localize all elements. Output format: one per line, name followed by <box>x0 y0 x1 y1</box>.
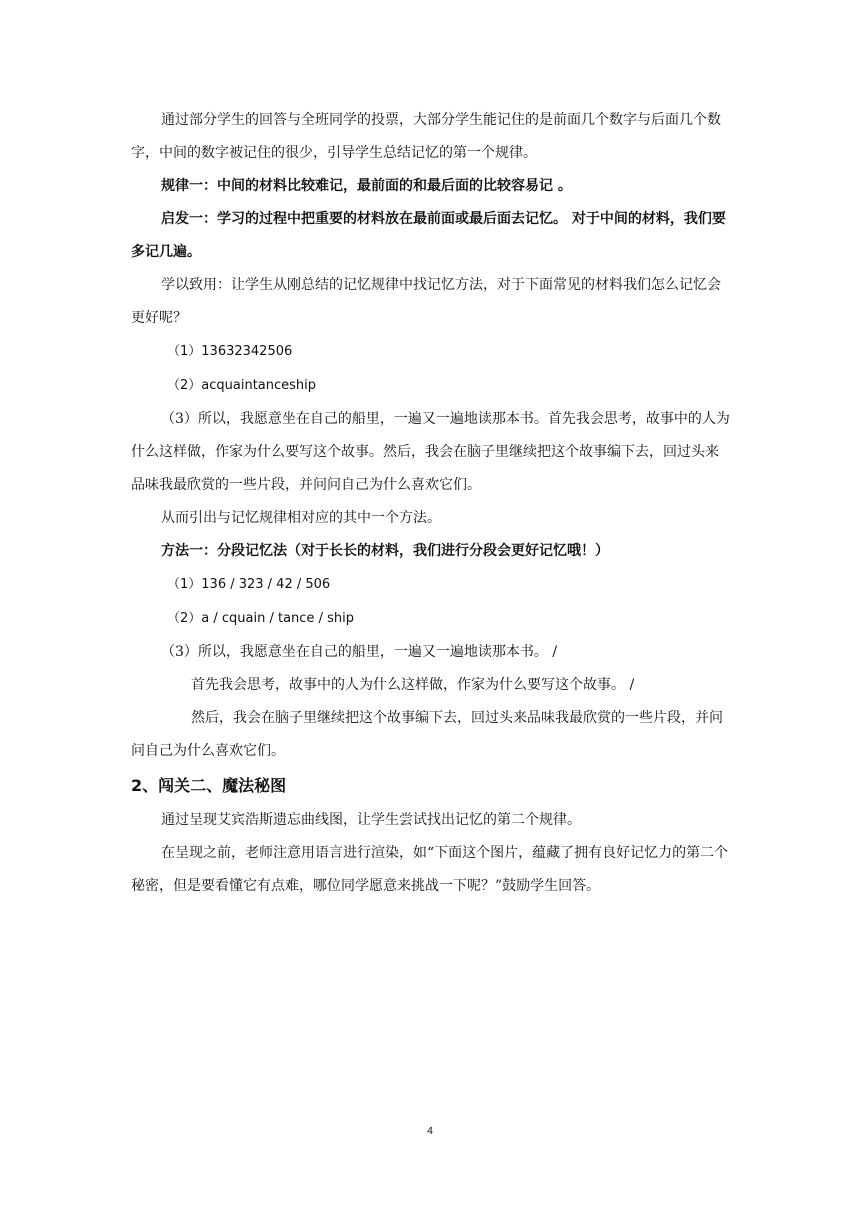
example-word: （2）acquaintanceship <box>167 378 317 393</box>
segmented-passage-1: （3）所以，我愿意坐在自己的船里，一遍又一遍地读那本书。 / <box>161 644 558 660</box>
section-heading: 2、闯关二、魔法秘图 <box>131 776 287 795</box>
segmented-passage-3: 然后，我会在脑子里继续把这个故事编下去，回过头来品味我最欣赏的一些片段，并问问自己为什么喜欢它们。 <box>131 710 723 759</box>
curve-paragraph: 通过呈现艾宾浩斯遗忘曲线图，让学生尝试找出记忆的第二个规律。 <box>161 812 581 828</box>
segmented-number: （1）136 / 323 / 42 / 506 <box>167 577 331 592</box>
page-body <box>131 104 731 903</box>
insight-one: 启发一：学习的过程中把重要的材料放在最前面或最后面去记忆。 对于中间的材料，我们要多记几遍。 <box>131 211 726 260</box>
apply-paragraph: 学以致用：让学生从刚总结的记忆规律中找记忆方法，对于下面常见的材料我们怎么记忆会更好呢？ <box>131 277 721 326</box>
segmented-passage-2: 首先我会思考，故事中的人为什么这样做，作家为什么要写这个故事。 / <box>191 677 635 693</box>
segmented-word: （2）a / cquain / tance / ship <box>167 611 354 626</box>
method-one: 方法一：分段记忆法（对于长长的材料，我们进行分段会更好记忆哦！） <box>161 543 609 559</box>
lead-paragraph: 从而引出与记忆规律相对应的其中一个方法。 <box>161 510 441 526</box>
rule-one: 规律一：中间的材料比较难记，最前面的和最后面的比较容易记 。 <box>161 178 572 194</box>
page-number: 4 <box>426 1126 434 1137</box>
presentation-paragraph: 在呈现之前，老师注意用语言进行渲染，如“下面这个图片，蕴藏了拥有良好记忆力的第二个秘密，但是要看懂它有点难，哪位同学愿意来挑战一下呢？”鼓励学生回答。 <box>131 845 729 894</box>
example-passage: （3）所以，我愿意坐在自己的船里，一遍又一遍地读那本书。首先我会思考，故事中的人为什么这样做，作家为什么要写这个故事。然后，我会在脑子里继续把这个故事编下去，回过头来品味我最欣赏的一些片段，并问问自己为什么喜欢它们。 <box>131 411 730 493</box>
intro-paragraph: 通过部分学生的回答与全班同学的投票，大部分学生能记住的是前面几个数字与后面几个数字，中间的数字被记住的很少，引导学生总结记忆的第一个规律。 <box>131 112 721 161</box>
example-number: （1）13632342506 <box>167 344 293 359</box>
